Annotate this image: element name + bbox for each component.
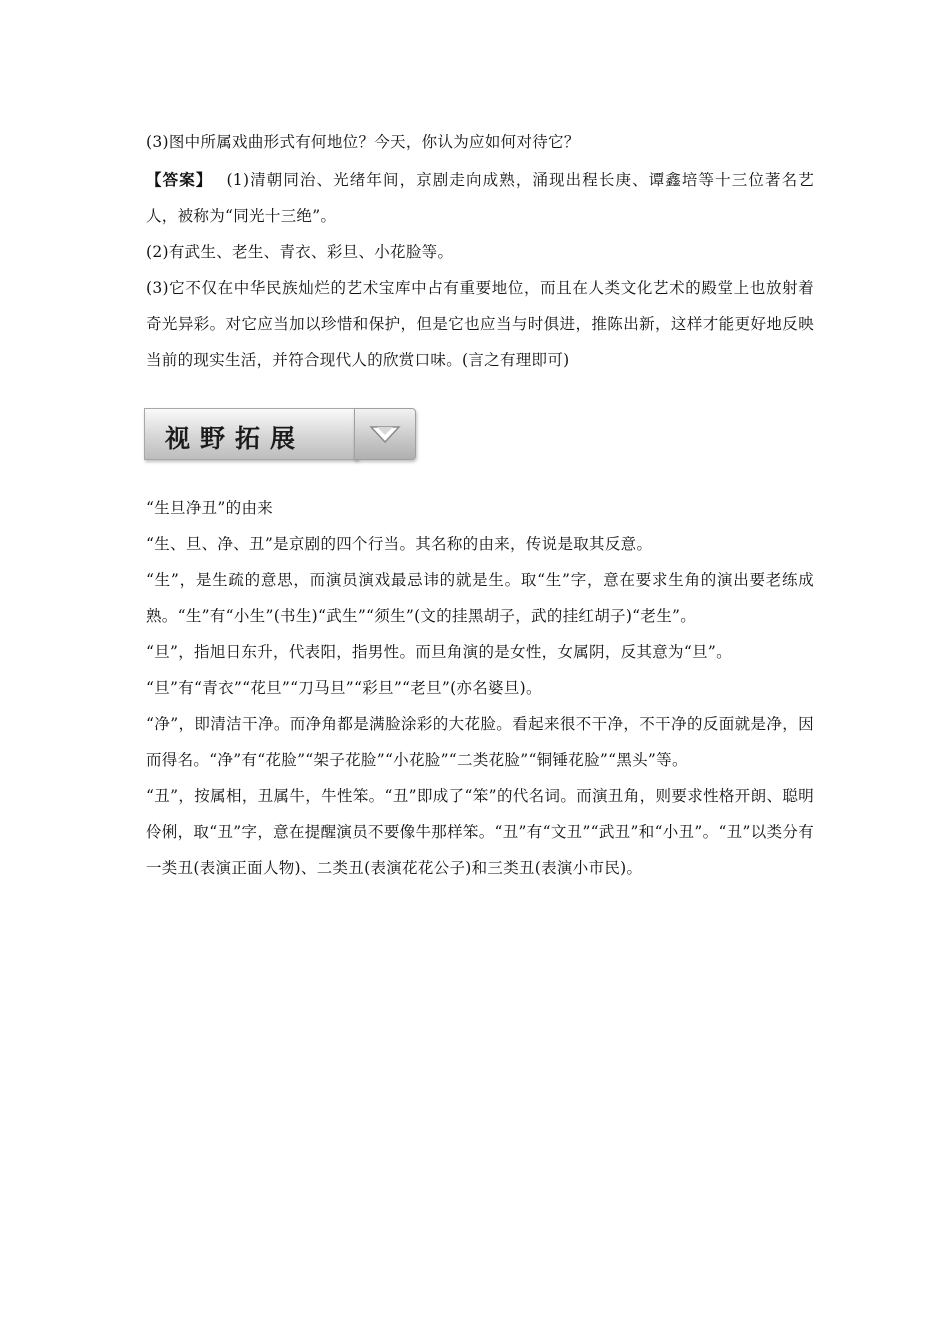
banner-title: 视野拓展 bbox=[165, 424, 306, 453]
answer-paragraph-2: (2)有武生、老生、青衣、彩旦、小花脸等。 bbox=[146, 243, 454, 261]
extension-paragraph-4: “旦”有“青衣”“花旦”“刀马旦”“彩旦”“老旦”(亦名婆旦)。 bbox=[146, 679, 542, 697]
extension-paragraph-3: “旦”，指旭日东升，代表阳，指男性。而旦角演的是女性，女属阴，反其意为“旦”。 bbox=[146, 643, 732, 661]
extension-paragraph-5: “净”，即清洁干净。而净角都是满脸涂彩的大花脸。看起来很不干净，不干净的反面就是净，因而得名。“净”有“花脸”“架子花脸”“小花脸”“二类花脸”“铜锤花脸”“黑头”等。 bbox=[146, 715, 814, 769]
answer-paragraph-1 bbox=[146, 162, 814, 234]
banner-arrow-box bbox=[354, 408, 416, 460]
extension-paragraph-2: “生”，是生疏的意思，而演员演戏最忌讳的就是生。取“生”字，意在要求生角的演出要老练成熟。“生”有“小生”(书生)“武生”“须生”(文的挂黑胡子，武的挂红胡子)“老生”。 bbox=[146, 571, 814, 625]
extension-paragraph-6: “丑”，按属相，丑属牛，牛性笨。“丑”即成了“笨”的代名词。而演丑角，则要求性格开朗、聪明伶俐，取“丑”字，意在提醒演员不要像牛那样笨。“丑”有“文丑”“武丑”和“小丑”。“丑”以类分有一类丑(表演正面人物)、二类丑(表演花花公子)和三类丑(表演小市民)。 bbox=[146, 787, 814, 877]
section-banner bbox=[144, 400, 416, 466]
document-body bbox=[146, 124, 814, 886]
question-3: (3)图中所属戏曲形式有何地位？今天，你认为应如何对待它？ bbox=[146, 133, 580, 151]
extension-heading: “生旦净丑”的由来 bbox=[146, 499, 274, 517]
answer-tag: 【答案】 bbox=[146, 170, 213, 189]
extension-paragraph-1: “生、旦、净、丑”是京剧的四个行当。其名称的由来，传说是取其反意。 bbox=[146, 535, 653, 553]
banner-label-box bbox=[144, 408, 358, 460]
answer-1-text: (1)清朝同治、光绪年间，京剧走向成熟，涌现出程长庚、谭鑫培等十三位著名艺人，被称为“同光十三绝”。 bbox=[146, 171, 814, 225]
answer-paragraph-3: (3)它不仅在中华民族灿烂的艺术宝库中占有重要地位，而且在人类文化艺术的殿堂上也放射着奇光异彩。对它应当加以珍惜和保护，但是它也应当与时俱进，推陈出新，这样才能更好地反映当前的现实生活，并符合现代人的欣赏口味。(言之有理即可) bbox=[146, 279, 814, 369]
